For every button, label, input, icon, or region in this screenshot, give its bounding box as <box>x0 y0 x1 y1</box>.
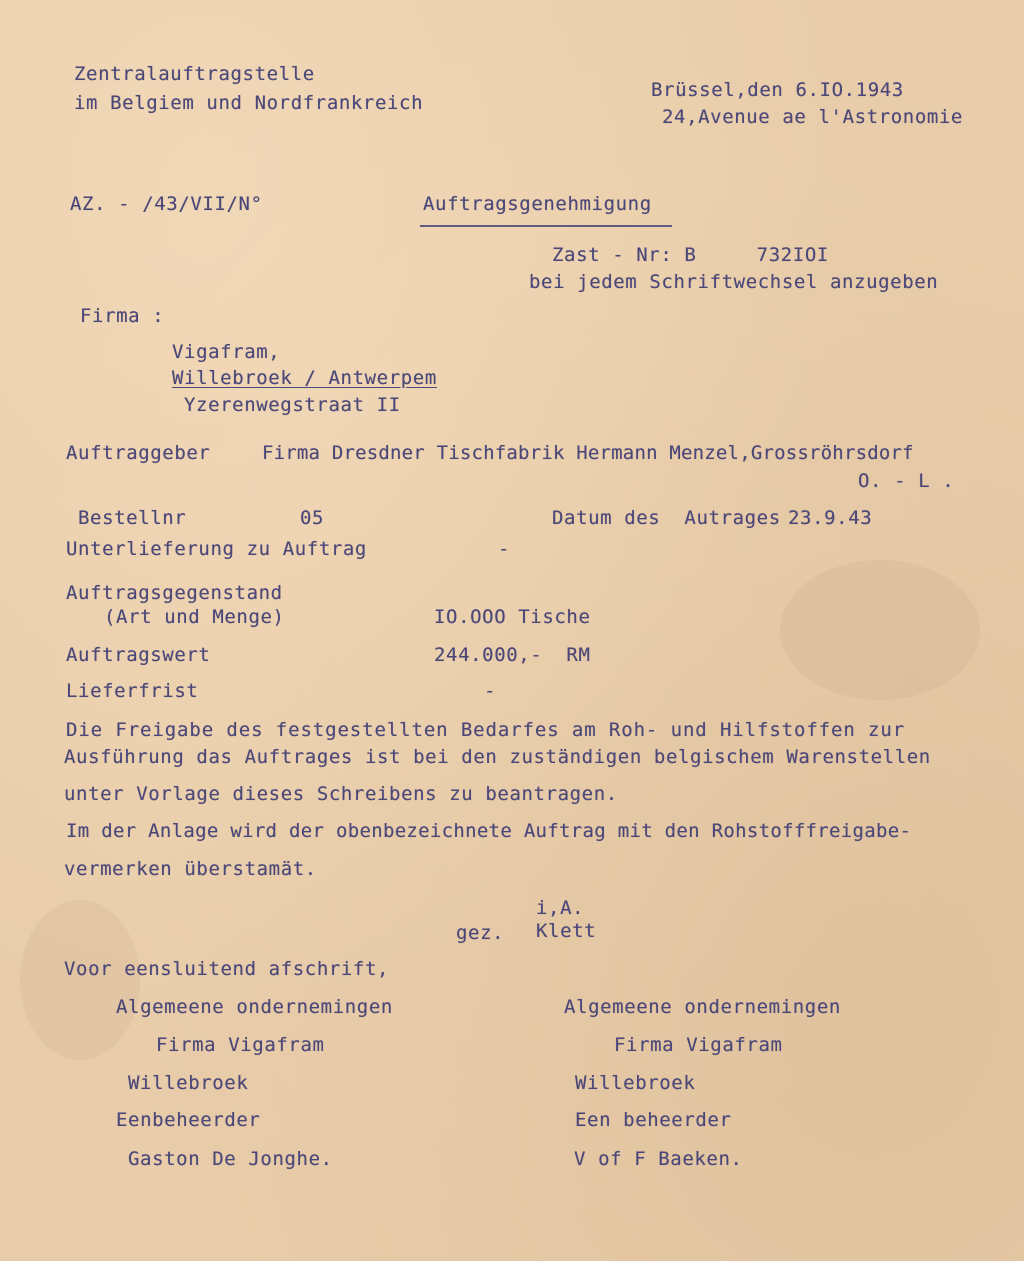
auftragswert-value: 244.000,- RM <box>434 644 591 666</box>
auftraggeber-value-line2: O. - L . <box>858 470 955 492</box>
bestellnr-value: 05 <box>300 507 325 529</box>
datum-value: 23.9.43 <box>788 507 873 529</box>
reference-number: AZ. - /43/VII/N° <box>70 193 263 215</box>
left-person: Gaston De Jonghe. <box>128 1148 333 1170</box>
gegenstand-value: IO.OOO Tische <box>434 606 591 628</box>
document-title: Auftragsgenehmigung <box>423 193 652 215</box>
right-role: Een beheerder <box>575 1109 732 1131</box>
organization-line-2: im Belgiem und Nordfrankreich <box>74 92 424 114</box>
gegenstand-sublabel: (Art und Menge) <box>104 606 285 628</box>
unterlieferung-value: - <box>498 538 511 560</box>
copy-certification-line: Voor eensluitend afschrift, <box>64 958 390 980</box>
left-organization: Algemeene ondernemingen <box>116 996 393 1018</box>
paragraph-2-line-2: vermerken überstamät. <box>64 858 317 880</box>
unterlieferung-label: Unterlieferung zu Auftrag <box>66 538 367 560</box>
right-person: V of F Baeken. <box>574 1148 743 1170</box>
auftraggeber-label: Auftraggeber <box>66 442 211 464</box>
gegenstand-label: Auftragsgegenstand <box>66 582 283 604</box>
paper-stain <box>780 560 980 700</box>
signature-ia: i,A. <box>536 897 585 919</box>
place-date: Brüssel,den 6.IO.1943 <box>651 79 904 101</box>
organization-line-1: Zentralauftragstelle <box>74 63 315 85</box>
left-role: Eenbeheerder <box>116 1109 261 1131</box>
zast-number: Zast - Nr: B 732IOI <box>552 244 829 266</box>
title-underline <box>420 225 672 227</box>
firma-name: Vigafram, <box>172 341 281 363</box>
paragraph-1-line-3: unter Vorlage dieses Schreibens zu beantragen. <box>64 783 618 805</box>
paragraph-2-line-1: Im der Anlage wird der obenbezeichnete Auftrag mit den Rohstofffreigabe- <box>66 820 912 842</box>
bestellnr-label: Bestellnr <box>78 507 187 529</box>
lieferfrist-value: - <box>484 680 497 702</box>
paper-stain <box>20 900 140 1060</box>
left-city: Willebroek <box>128 1072 249 1094</box>
signature-name: Klett <box>536 920 597 942</box>
signature-gez: gez. <box>456 922 505 944</box>
left-firm: Firma Vigafram <box>156 1034 325 1056</box>
auftragswert-label: Auftragswert <box>66 644 211 666</box>
reference-note: bei jedem Schriftwechsel anzugeben <box>529 271 939 293</box>
right-firm: Firma Vigafram <box>614 1034 783 1056</box>
lieferfrist-label: Lieferfrist <box>66 680 199 702</box>
firma-city: Willebroek / Antwerpem <box>172 367 437 389</box>
firma-label: Firma : <box>80 305 165 327</box>
right-city: Willebroek <box>575 1072 696 1094</box>
address: 24,Avenue ae l'Astronomie <box>662 106 963 128</box>
paragraph-1-line-1: Die Freigabe des festgestellten Bedarfes am Roh- und Hilfstoffen zur <box>66 719 906 741</box>
right-organization: Algemeene ondernemingen <box>564 996 841 1018</box>
datum-label: Datum des Autrages <box>552 507 781 529</box>
paragraph-1-line-2: Ausführung das Auftrages ist bei den zuständigen belgischem Warenstellen <box>64 746 931 768</box>
firma-street: Yzerenwegstraat II <box>184 394 401 416</box>
auftraggeber-value: Firma Dresdner Tischfabrik Hermann Menzel,Grossröhrsdorf <box>262 442 914 464</box>
